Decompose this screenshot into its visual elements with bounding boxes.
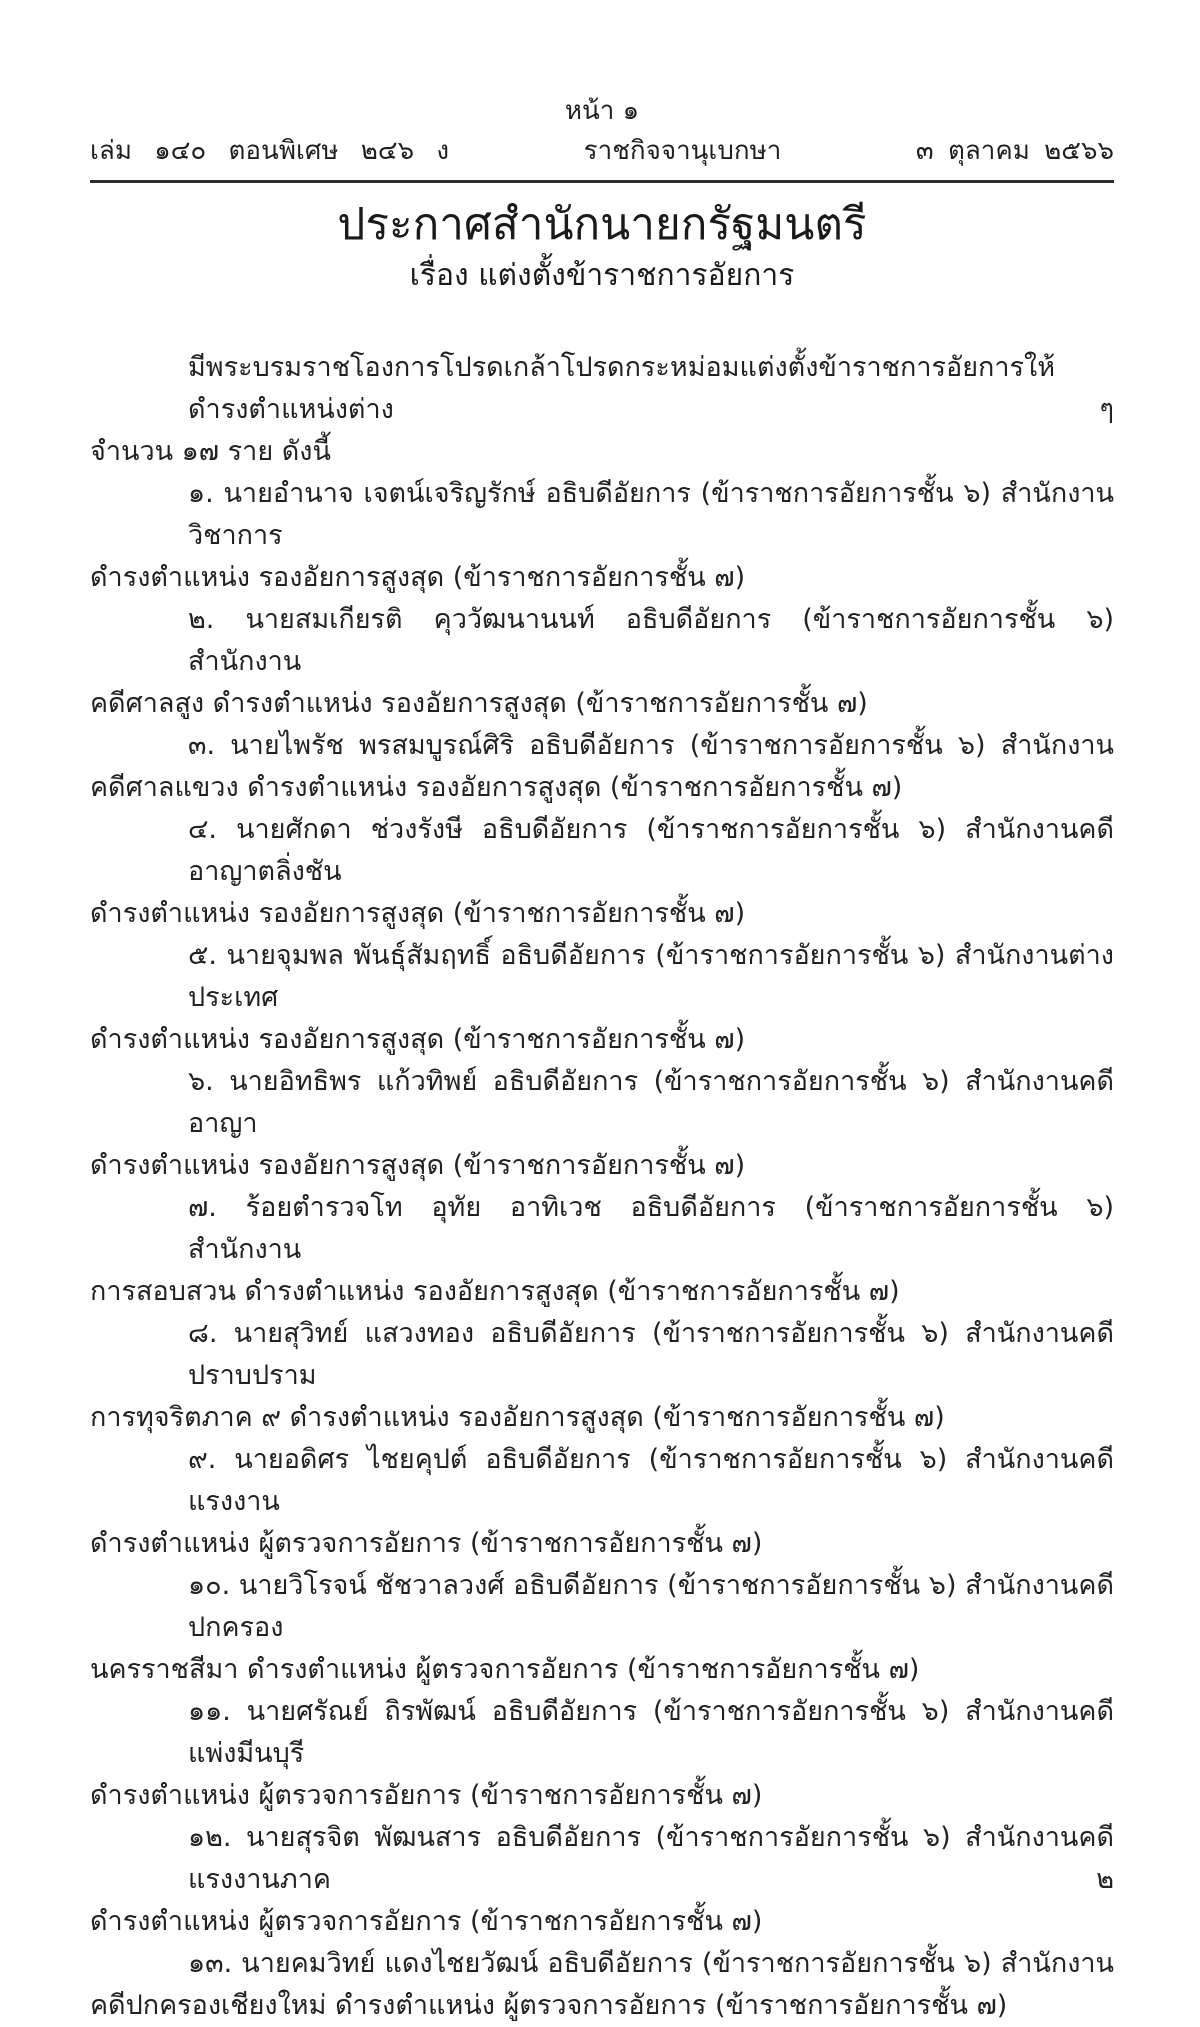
item-line-rest: ดำรงตำแหน่ง ผู้ตรวจการอัยการ (ข้าราชการอัยการชั้น ๗) [90,1780,763,1811]
appointment-item [90,809,1114,935]
page-header [90,94,1114,183]
header-row [90,134,1114,168]
appointment-item [90,1061,1114,1187]
intro-line-2: จำนวน ๑๗ ราย ดังนี้ [90,436,331,467]
volume-label: เล่ม ๑๔๐ [90,136,207,166]
item-line-first: ๒. นายสมเกียรติ คุววัฒนานนท์ อธิบดีอัยการ (ข้าราชการอัยการชั้น ๖) สำนักงาน [188,604,1114,677]
issue-label: ตอนพิเศษ ๒๔๖ ง [228,136,450,166]
announcement-subject: เรื่อง แต่งตั้งข้าราชการอัยการ [409,258,795,293]
publish-date: ๓ ตุลาคม ๒๕๖๖ [915,136,1114,166]
item-line-first: ๓. นายไพรัช พรสมบูรณ์ศิริ อธิบดีอัยการ (ข้าราชการอัยการชั้น ๖) สำนักงาน [188,730,1114,761]
intro-line-1: มีพระบรมราชโองการโปรดเกล้าโปรดกระหม่อมแต่งตั้งข้าราชการอัยการให้ดำรงตำแหน่งต่าง ๆ [188,352,1114,425]
header-divider [90,180,1114,183]
item-line-first: ๙. นายอดิศร ไชยคุปต์ อธิบดีอัยการ (ข้าราชการอัยการชั้น ๖) สำนักงานคดีแรงงาน [188,1444,1114,1517]
item-line-rest: นครราชสีมา ดำรงตำแหน่ง ผู้ตรวจการอัยการ (ข้าราชการอัยการชั้น ๗) [90,1654,920,1685]
item-line-first: ๑๐. นายวิโรจน์ ชัชวาลวงศ์ อธิบดีอัยการ (ข้าราชการอัยการชั้น ๖) สำนักงานคดีปกครอง [188,1570,1114,1643]
item-line-rest: ดำรงตำแหน่ง ผู้ตรวจการอัยการ (ข้าราชการอัยการชั้น ๗) [90,1528,763,1559]
item-line-first: ๗. ร้อยตำรวจโท อุทัย อาทิเวช อธิบดีอัยการ (ข้าราชการอัยการชั้น ๖) สำนักงาน [188,1192,1114,1265]
item-line-first: ๑. นายอำนาจ เจตน์เจริญรักษ์ อธิบดีอัยการ (ข้าราชการอัยการชั้น ๖) สำนักงานวิชาการ [188,478,1114,551]
item-line-first: ๑๑. นายศรัณย์ ถิรพัฒน์ อธิบดีอัยการ (ข้าราชการอัยการชั้น ๖) สำนักงานคดีแพ่งมีนบุรี [188,1696,1114,1769]
item-line-rest: คดีปกครองเชียงใหม่ ดำรงตำแหน่ง ผู้ตรวจการอัยการ (ข้าราชการอัยการชั้น ๗) [90,1990,1008,2021]
item-line-rest: คดีศาลสูง ดำรงตำแหน่ง รองอัยการสูงสุด (ข้าราชการอัยการชั้น ๗) [90,688,868,719]
item-line-first: ๔. นายศักดา ช่วงรังษี อธิบดีอัยการ (ข้าราชการอัยการชั้น ๖) สำนักงานคดีอาญาตลิ่งชัน [188,814,1114,887]
appointment-item [90,1313,1114,1439]
appointment-item [90,1943,1114,2027]
document-body [90,347,1114,2027]
item-line-first: ๘. นายสุวิทย์ แสวงทอง อธิบดีอัยการ (ข้าราชการอัยการชั้น ๖) สำนักงานคดีปราบปราม [188,1318,1114,1391]
appointment-item [90,599,1114,725]
item-line-first: ๕. นายจุมพล พันธุ์สัมฤทธิ์ อธิบดีอัยการ (ข้าราชการอัยการชั้น ๖) สำนักงานต่างประเทศ [188,940,1114,1013]
appointment-item [90,1817,1114,1943]
appointment-item [90,1439,1114,1565]
item-line-rest: การสอบสวน ดำรงตำแหน่ง รองอัยการสูงสุด (ข้าราชการอัยการชั้น ๗) [90,1276,900,1307]
item-line-rest: ดำรงตำแหน่ง รองอัยการสูงสุด (ข้าราชการอัยการชั้น ๗) [90,1024,746,1055]
intro-paragraph [90,347,1114,473]
appointment-item [90,935,1114,1061]
item-line-first: ๑๓. นายคมวิทย์ แดงไชยวัฒน์ อธิบดีอัยการ (ข้าราชการอัยการชั้น ๖) สำนักงาน [188,1948,1114,1979]
item-line-rest: ดำรงตำแหน่ง รองอัยการสูงสุด (ข้าราชการอัยการชั้น ๗) [90,562,746,593]
appointment-item [90,1187,1114,1313]
item-line-rest: ดำรงตำแหน่ง รองอัยการสูงสุด (ข้าราชการอัยการชั้น ๗) [90,898,746,929]
gazette-name: ราชกิจจานุเบกษา [583,136,782,166]
appointment-item [90,1565,1114,1691]
item-line-rest: ดำรงตำแหน่ง ผู้ตรวจการอัยการ (ข้าราชการอัยการชั้น ๗) [90,1906,763,1937]
announcement-title: ประกาศสำนักนายกรัฐมนตรี [337,199,867,250]
item-line-rest: คดีศาลแขวง ดำรงตำแหน่ง รองอัยการสูงสุด (ข้าราชการอัยการชั้น ๗) [90,772,903,803]
appointment-item [90,725,1114,809]
page-number-label: หน้า ๑ [564,96,640,126]
item-line-first: ๑๒. นายสุรจิต พัฒนสาร อธิบดีอัยการ (ข้าราชการอัยการชั้น ๖) สำนักงานคดีแรงงานภาค ๒ [188,1822,1114,1895]
volume-issue [90,134,449,168]
item-line-first: ๖. นายอิทธิพร แก้วทิพย์ อธิบดีอัยการ (ข้าราชการอัยการชั้น ๖) สำนักงานคดีอาญา [188,1066,1114,1139]
appointment-item [90,473,1114,599]
item-line-rest: การทุจริตภาค ๙ ดำรงตำแหน่ง รองอัยการสูงสุด (ข้าราชการอัยการชั้น ๗) [90,1402,945,1433]
appointment-item [90,1691,1114,1817]
item-line-rest: ดำรงตำแหน่ง รองอัยการสูงสุด (ข้าราชการอัยการชั้น ๗) [90,1150,746,1181]
